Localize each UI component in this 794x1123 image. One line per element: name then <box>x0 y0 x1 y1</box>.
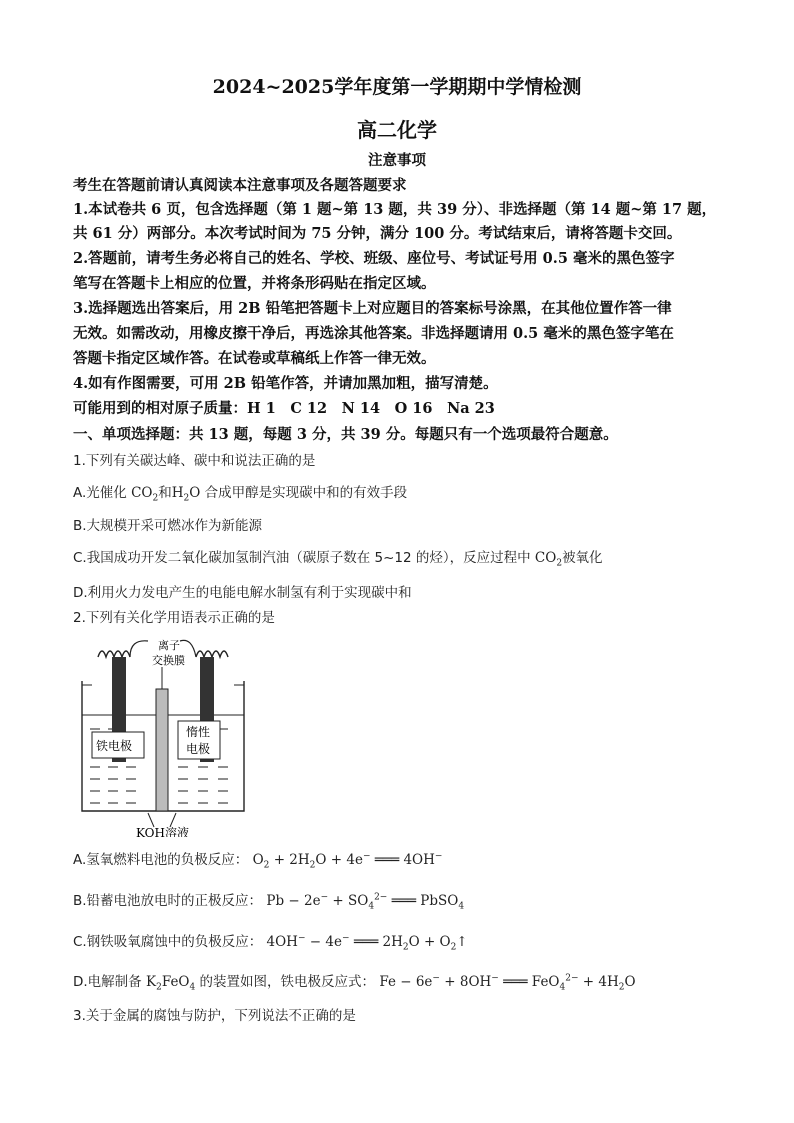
q2-d-pre: D.电解制备 <box>73 974 146 990</box>
left-coil <box>98 651 130 657</box>
koh-solution-label: KOH溶液 <box>136 826 189 837</box>
right-coil <box>196 651 228 657</box>
inert-electrode-label-2: 电极 <box>186 742 211 756</box>
q1-a-post: 合成甲醇是实现碳中和的有效手段 <box>204 485 408 501</box>
q2-d-equation: Fe − 6e− + 8OH− ═══ $FeO_4^{2-} + 4H_2O$ <box>379 973 636 993</box>
q2-c-label: C.钢铁吸氧腐蚀中的负极反应： <box>73 934 263 950</box>
notice-item-2b: 笔写在答题卡上相应的位置，并将条形码贴在指定区域。 <box>73 275 436 292</box>
q2-stem: 2.下列有关化学用语表示正确的是 <box>73 610 275 626</box>
k2feo4-formula: $K_2FeO_4$ <box>145 974 196 993</box>
iron-electrode-label: 铁电极 <box>96 739 133 753</box>
q2-a-label: A.氢氧燃料电池的负极反应： <box>73 852 249 868</box>
electrolysis-diagram <box>78 637 248 837</box>
q1-c-post: 被氧化 <box>562 550 603 566</box>
q1-option-a <box>73 481 407 504</box>
notice-item-3b: 无效。如需改动，用橡皮擦干净后，再选涂其他答案。非选择题请用 0.5 毫米的黑色签字笔在 <box>73 325 674 342</box>
subject-title: 高二化学 <box>357 118 437 142</box>
co2-formula: $CO_2$ <box>534 550 563 569</box>
q2-option-a <box>73 848 442 871</box>
exam-title: 2024~2025学年度第一学期期中学情检测 <box>212 76 582 98</box>
h2o-formula: $H_2O$ <box>171 485 205 504</box>
notice-heading: 注意事项 <box>368 152 426 169</box>
membrane-label-2: 交换膜 <box>152 654 185 667</box>
q2-option-d <box>73 970 636 993</box>
membrane-label-1: 离子 <box>158 639 180 652</box>
q2-a-equation: $O_2 + 2H_2O + 4e^-$ ═══ 4OH− <box>252 851 443 871</box>
section-heading: 一、单项选择题：共 13 题，每题 3 分，共 39 分。每题只有一个选项最符合题意。 <box>73 426 618 443</box>
q1-a-mid: 和 <box>158 485 172 501</box>
q1-a-pre: A.光催化 <box>73 485 132 501</box>
inert-electrode-label-1: 惰性 <box>186 725 211 739</box>
notice-item-4: 4.如有作图需要，可用 2B 铅笔作答，并请加黑加粗，描写清楚。 <box>73 375 498 392</box>
notice-item-2a: 2.答题前，请考生务必将自己的姓名、学校、班级、座位号、考试证号用 0.5 毫米的黑色签字 <box>73 250 675 267</box>
notice-item-3c: 答题卡指定区域作答。在试卷或草稿纸上作答一律无效。 <box>73 350 436 367</box>
q2-c-equation: 4OH− − 4e− ═══ $2H_2O$ + $O_2↑$ <box>266 933 468 953</box>
q1-option-c <box>73 546 603 569</box>
co2-formula: $CO_2$ <box>131 485 159 504</box>
q2-option-c <box>73 930 468 953</box>
q1-c-pre: C.我国成功开发二氧化碳加氢制汽油（碳原子数在 5~12 的烃），反应过程中 <box>73 550 535 566</box>
q1-stem: 1.下列有关碳达峰、碳中和说法正确的是 <box>73 453 316 469</box>
notice-item-1a: 1.本试卷共 6 页，包含选择题（第 1 题~第 13 题，共 39 分）、非选择题（第 14 题~第 17 题， <box>73 201 717 218</box>
q2-d-post: 的装置如图，铁电极反应式： <box>199 974 376 990</box>
ion-exchange-membrane <box>156 689 168 811</box>
q1-option-b: B.大规模开采可燃冰作为新能源 <box>73 518 263 534</box>
notice-item-1b: 共 61 分）两部分。本次考试时间为 75 分钟，满分 100 分。考试结束后，请将答题卡交回。 <box>73 225 682 242</box>
notice-item-3a: 3.选择题选出答案后，用 2B 铅笔把答题卡上对应题目的答案标号涂黑，在其他位置作答一律 <box>73 300 672 317</box>
q3-stem: 3.关于金属的腐蚀与防护，下列说法不正确的是 <box>73 1008 356 1024</box>
atomic-mass-line: 可能用到的相对原子质量：H 1 C 12 N 14 O 16 Na 23 <box>73 400 495 417</box>
q1-option-d: D.利用火力发电产生的电能电解水制氢有利于实现碳中和 <box>73 585 412 601</box>
q2-b-label: B.铅蓄电池放电时的正极反应： <box>73 893 263 909</box>
q2-b-equation: $Pb - 2e^- + SO_4^{2-}$ ═══ PbSO$_4$ <box>266 892 465 912</box>
q2-option-b <box>73 889 464 912</box>
notice-intro: 考生在答题前请认真阅读本注意事项及各题答题要求 <box>73 177 407 194</box>
